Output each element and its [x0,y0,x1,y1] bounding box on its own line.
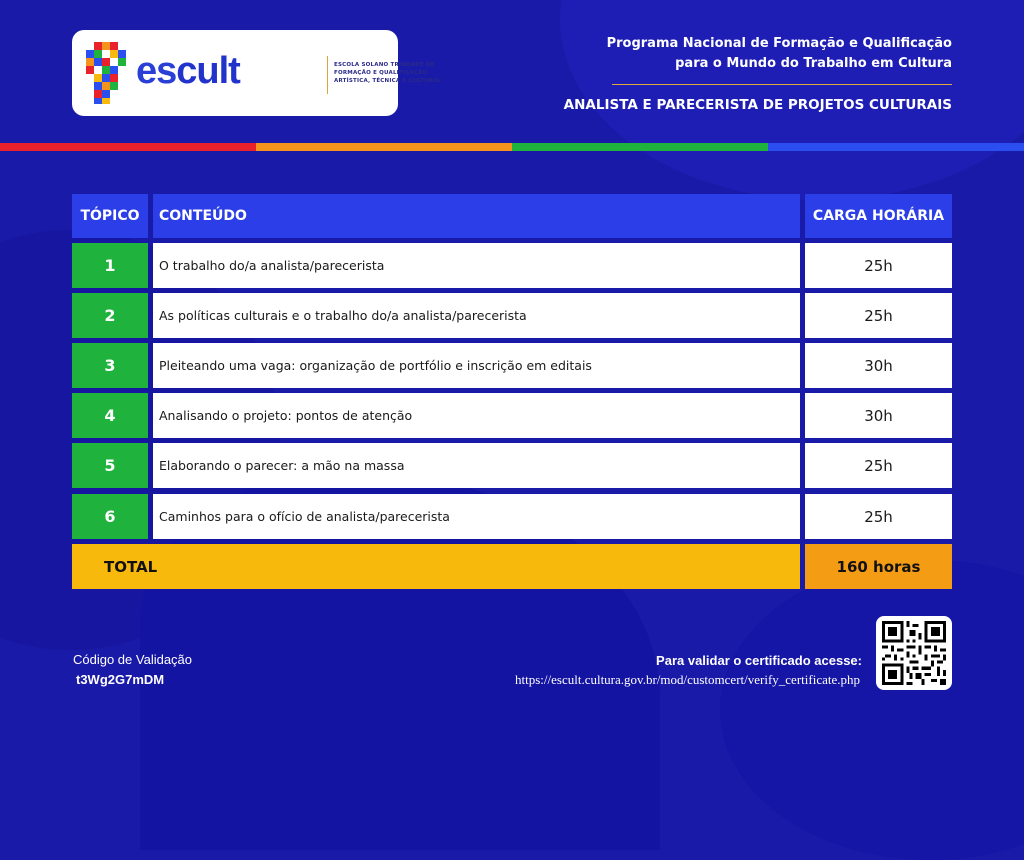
qr-code-icon [882,621,946,685]
row-content: Caminhos para o ofício de analista/parecerista [153,494,800,539]
logo-subtitle: ESCOLA SOLANO TRINDADE DE FORMAÇÃO E QUALIFICAÇÃO ARTÍSTICA, TÉCNICA E CULTURAL [334,62,442,84]
table-header-content: CONTEÚDO [153,194,800,238]
row-hours: 25h [805,443,952,488]
table-header-hours: CARGA HORÁRIA [805,194,952,238]
color-stripe-bar [0,143,1024,151]
row-content: Analisando o projeto: pontos de atenção [153,393,800,438]
total-hours: 160 horas [805,544,952,589]
qr-code-card[interactable] [876,616,952,690]
row-content: Elaborando o parecer: a mão na massa [153,443,800,488]
row-topic-number: 6 [72,494,148,539]
row-topic-number: 3 [72,343,148,388]
escult-logo-card [72,30,442,116]
logo-wordmark: escult [136,50,240,92]
verify-url-link[interactable]: https://escult.cultura.gov.br/mod/customcert/verify_certificate.php [515,672,860,687]
color-stripe-red [0,143,256,151]
row-topic-number: 2 [72,293,148,338]
table-header-topic: TÓPICO [72,194,148,238]
row-hours: 30h [805,393,952,438]
total-label: TOTAL [72,544,800,589]
row-topic-number: 4 [72,393,148,438]
program-title-line-1: Programa Nacional de Formação e Qualificação [606,36,952,51]
row-hours: 25h [805,293,952,338]
row-topic-number: 5 [72,443,148,488]
row-content: O trabalho do/a analista/parecerista [153,243,800,288]
row-hours: 25h [805,243,952,288]
validation-code-label: Código de Validação [73,652,193,667]
color-stripe-green [512,143,768,151]
row-content: As políticas culturais e o trabalho do/a analista/parecerista [153,293,800,338]
program-title-line-2: para o Mundo do Trabalho em Cultura [675,56,952,71]
color-stripe-blue [768,143,1024,151]
verify-label: Para validar o certificado acesse: [656,653,862,668]
row-hours: 25h [805,494,952,539]
logo-divider [327,56,328,94]
color-stripe-orange [256,143,512,151]
title-divider [612,84,952,85]
validation-code: t3Wg2G7mDM [76,672,165,687]
course-title: ANALISTA E PARECERISTA DE PROJETOS CULTURAIS [563,97,952,113]
background-shape [720,560,1024,860]
row-hours: 30h [805,343,952,388]
row-content: Pleiteando uma vaga: organização de portfólio e inscrição em editais [153,343,800,388]
escult-logo-icon [86,42,126,104]
row-topic-number: 1 [72,243,148,288]
